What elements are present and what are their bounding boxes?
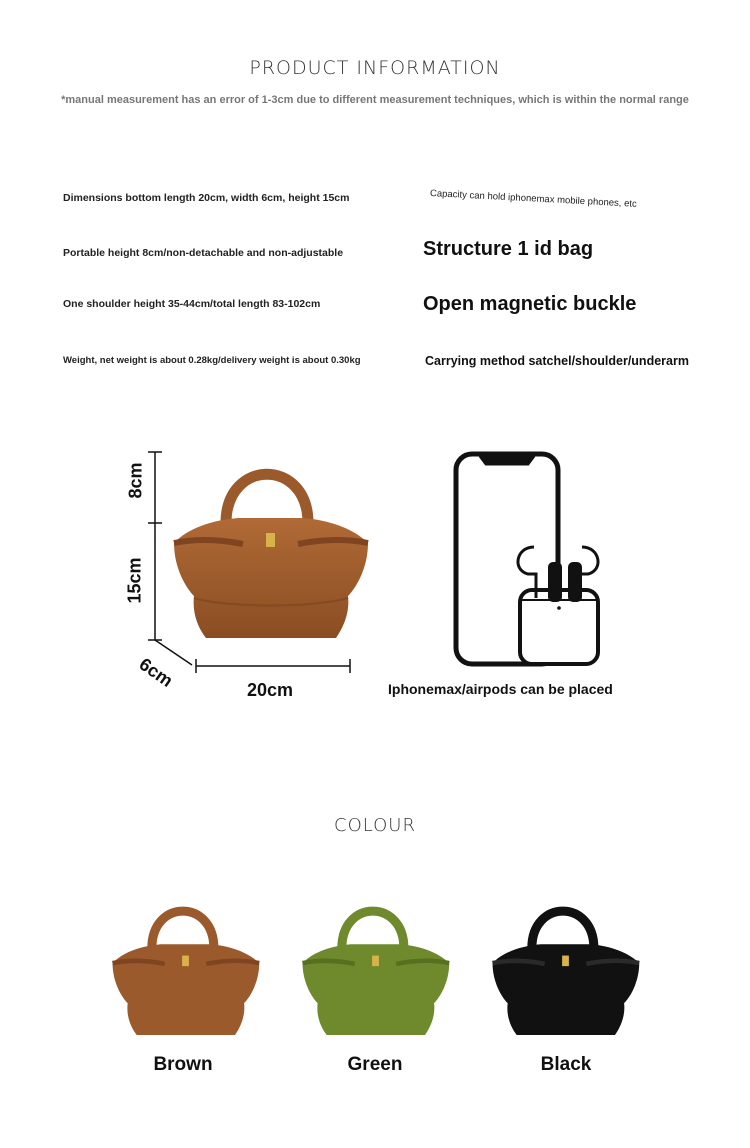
fits-caption: Iphonemax/airpods can be placed [388, 681, 613, 697]
colour-label-brown: Brown [153, 1054, 213, 1075]
spec-carrying: Carrying method satchel/shoulder/underarm [425, 354, 689, 368]
dim-handle-height: 8cm [125, 462, 146, 499]
spec-opening: Open magnetic buckle [423, 293, 637, 315]
dim-body-height: 15cm [124, 557, 145, 604]
bag-icon [168, 448, 373, 643]
phone-icon [450, 450, 610, 670]
dim-length: 20cm [247, 680, 294, 700]
spec-structure: Structure 1 id bag [423, 238, 594, 260]
measurement-note: *manual measurement has an error of 1-3cm due to different measurement techniques, which is within the normal range [61, 94, 689, 106]
spec-shoulder-height: One shoulder height 35-44cm/total length 83-102cm [63, 298, 321, 310]
spec-dimensions: Dimensions bottom length 20cm, width 6cm, height 15cm [63, 192, 350, 204]
bag-green-swatch[interactable] [298, 890, 453, 1040]
spec-portable-height: Portable height 8cm/non-detachable and non-adjustable [63, 247, 344, 259]
page-title: PRODUCT INFORMATION [249, 57, 501, 79]
dim-width: 6cm [135, 653, 177, 691]
colour-title: COLOUR [334, 815, 416, 836]
spec-capacity: Capacity can hold iphonemax mobile phones, etc [429, 188, 638, 210]
colour-label-black: Black [540, 1054, 592, 1075]
bag-brown-swatch[interactable] [108, 890, 263, 1040]
spec-weight: Weight, net weight is about 0.28kg/delivery weight is about 0.30kg [63, 355, 361, 366]
bag-black-swatch[interactable] [488, 890, 643, 1040]
colour-label-green: Green [347, 1054, 403, 1075]
